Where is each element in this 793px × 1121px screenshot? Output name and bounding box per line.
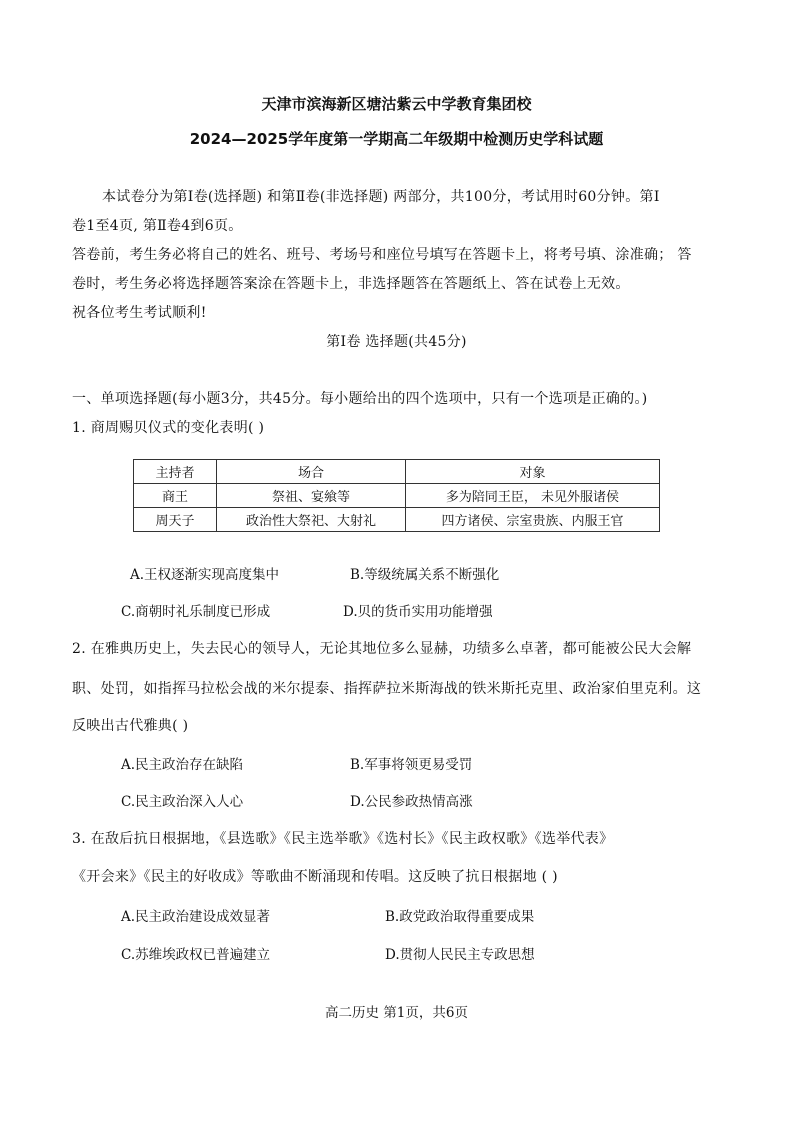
school-title: 天津市滨海新区塘沽紫云中学教育集团校 [261, 95, 532, 113]
q1-stem: 1. 商周赐贝仪式的变化表明( ) [72, 420, 265, 436]
q3-line-2: 《开会来》《民主的好收成》等歌曲不断涌现和传唱。这反映了抗日根据地 ( ) [72, 869, 558, 885]
table-cell: 四方诸侯、宗室贵族、内服王官 [406, 508, 660, 532]
q1-option-c: C.商朝时礼乐制度已形成 [121, 604, 271, 620]
table-header: 场合 [217, 460, 406, 484]
instructions-line-2: 卷1至4页, 第Ⅱ卷4到6页。 [72, 218, 243, 234]
table-cell: 商王 [134, 484, 217, 508]
q2-line-1: 2. 在雅典历史上，失去民心的领导人，无论其地位多么显赫，功绩多么卓著，都可能被公民大会解 [72, 641, 692, 657]
table-row [134, 508, 660, 532]
q3-line-1: 3. 在敌后抗日根据地，《县选歌》《民主选举歌》《选村长》《民主政权歌》《选举代表》 [72, 831, 614, 847]
table-row [134, 484, 660, 508]
q2-option-a: A.民主政治存在缺陷 [121, 757, 244, 773]
q2-option-b: B.军事将领更易受罚 [350, 757, 473, 773]
instructions-line-1: 本试卷分为第Ⅰ卷(选择题) 和第Ⅱ卷(非选择题) 两部分，共100分，考试用时60分钟。第Ⅰ [102, 189, 660, 205]
table-cell: 祭祖、宴飨等 [217, 484, 406, 508]
q2-line-3: 反映出古代雅典( ) [72, 718, 189, 734]
q1-table [133, 459, 660, 532]
page-footer: 高二历史 第1页，共6页 [325, 1005, 468, 1021]
exam-title: 2024—2025学年度第一学期高二年级期中检测历史学科试题 [189, 130, 604, 148]
instructions-line-5: 祝各位考生考试顺利! [72, 305, 207, 321]
q1-option-b: B.等级统属关系不断强化 [350, 567, 500, 583]
part-heading: 一、单项选择题(每小题3分，共45分。每小题给出的四个选项中，只有一个选项是正确的。) [72, 391, 648, 407]
q2-option-d: D.公民参政热情高涨 [350, 794, 473, 810]
q3-option-c: C.苏维埃政权已普遍建立 [121, 947, 271, 963]
q1-option-d: D.贝的货币实用功能增强 [343, 604, 493, 620]
table-cell: 政治性大祭祀、大射礼 [217, 508, 406, 532]
table-header-row [134, 460, 660, 484]
section-title: 第Ⅰ卷 选择题(共45分) [326, 334, 467, 350]
table-cell: 周天子 [134, 508, 217, 532]
table-cell: 多为陪同王臣， 未见外服诸侯 [406, 484, 660, 508]
table-header: 主持者 [134, 460, 217, 484]
instructions-line-3: 答卷前，考生务必将自己的姓名、班号、考场号和座位号填写在答题卡上，将考号填、涂准确； 答 [72, 247, 692, 263]
q2-line-2: 职、处罚，如指挥马拉松会战的米尔提泰、指挥萨拉米斯海战的铁米斯托克里、政治家伯里克利。这 [72, 681, 702, 697]
q3-option-b: B.政党政治取得重要成果 [385, 909, 535, 925]
q3-option-a: A.民主政治建设成效显著 [121, 909, 271, 925]
q3-option-d: D.贯彻人民民主专政思想 [385, 947, 535, 963]
q1-option-a: A.王权逐渐实现高度集中 [130, 567, 280, 583]
table-header: 对象 [406, 460, 660, 484]
instructions-line-4: 卷时，考生务必将选择题答案涂在答题卡上，非选择题答在答题纸上、答在试卷上无效。 [72, 276, 630, 292]
q2-option-c: C.民主政治深入人心 [121, 794, 244, 810]
